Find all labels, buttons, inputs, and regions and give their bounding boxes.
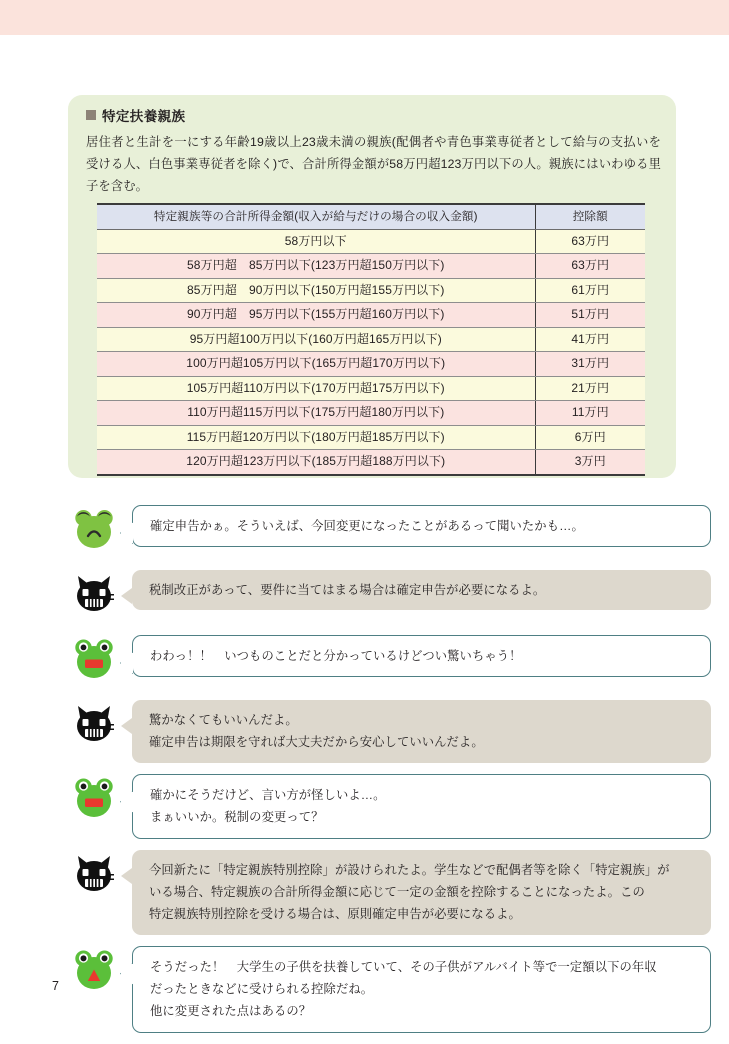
table-header-income: 特定親族等の合計所得金額(収入が給与だけの場合の収入金額) bbox=[97, 204, 535, 229]
table-row bbox=[97, 254, 645, 279]
dialogue-turn bbox=[0, 850, 729, 935]
speech-line: 特定親族特別控除を受ける場合は、原則確定申告が必要になるよ。 bbox=[149, 907, 521, 922]
table-cell-deduction: 21万円 bbox=[535, 376, 645, 401]
dialogue-turn bbox=[0, 774, 729, 839]
table-cell-income: 95万円超100万円以下(160万円超165万円以下) bbox=[97, 327, 535, 352]
table-cell-income: 58万円以下 bbox=[97, 229, 535, 254]
speech-bubble bbox=[132, 774, 711, 839]
table-header-deduction: 控除額 bbox=[535, 204, 645, 229]
cat-icon bbox=[70, 570, 118, 618]
speech-line: いる場合、特定親族の合計所得金額に応じて一定の金額を控除することになったよ。この bbox=[149, 884, 645, 899]
speech-line: 他に変更された点はあるの？ bbox=[150, 1004, 312, 1019]
table-cell-deduction: 31万円 bbox=[535, 352, 645, 377]
table-row bbox=[97, 352, 645, 377]
speech-bubble bbox=[132, 700, 711, 763]
table-row bbox=[97, 401, 645, 426]
table-row bbox=[97, 303, 645, 328]
frog-happy-icon bbox=[70, 946, 118, 994]
panel-heading bbox=[86, 110, 185, 124]
table-cell-deduction: 41万円 bbox=[535, 327, 645, 352]
speech-bubble bbox=[132, 946, 711, 1033]
table-cell-income: 85万円超 90万円以下(150万円超155万円以下) bbox=[97, 278, 535, 303]
table-cell-deduction: 63万円 bbox=[535, 254, 645, 279]
speech-line: そうだった！ 大学生の子供を扶養していて、その子供がアルバイト等で一定額以下の年収 bbox=[150, 959, 657, 974]
table-cell-deduction: 11万円 bbox=[535, 401, 645, 426]
frog-surprised-icon bbox=[70, 774, 118, 822]
speech-bubble bbox=[132, 635, 711, 677]
table-cell-deduction: 3万円 bbox=[535, 450, 645, 475]
dialogue-turn bbox=[0, 570, 729, 624]
speech-line: だったときなどに受けられる控除だね。 bbox=[150, 982, 374, 996]
dialogue-turn bbox=[0, 635, 729, 689]
table-row bbox=[97, 278, 645, 303]
info-panel bbox=[68, 95, 676, 478]
speech-line: 驚かなくてもいいんだよ。 bbox=[149, 713, 298, 727]
table-cell-income: 100万円超105万円以下(165万円超170万円以下) bbox=[97, 352, 535, 377]
dialogue-turn bbox=[0, 505, 729, 559]
table-cell-deduction: 61万円 bbox=[535, 278, 645, 303]
speech-line: まぁいいか。税制の変更って？ bbox=[150, 810, 324, 825]
table-cell-income: 58万円超 85万円以下(123万円超150万円以下) bbox=[97, 254, 535, 279]
table-row bbox=[97, 425, 645, 450]
dialogue-turn bbox=[0, 946, 729, 1033]
speech-line: 今回新たに「特定親族特別控除」が設けられたよ。学生などで配偶者等を除く「特定親族」が bbox=[149, 862, 670, 877]
table-row bbox=[97, 450, 645, 475]
speech-line: 確かにそうだけど、言い方が怪しいよ…。 bbox=[150, 787, 386, 802]
frog-sad-icon bbox=[70, 505, 118, 553]
table-cell-income: 105万円超110万円以下(170万円超175万円以下) bbox=[97, 376, 535, 401]
speech-line: 税制改正があって、要件に当てはまる場合は確定申告が必要になるよ。 bbox=[149, 583, 546, 597]
speech-bubble bbox=[132, 505, 711, 547]
dialogue-section bbox=[0, 505, 729, 1044]
table-cell-income: 120万円超123万円以下(185万円超188万円以下) bbox=[97, 450, 535, 475]
table-cell-income: 115万円超120万円以下(180万円超185万円以下) bbox=[97, 425, 535, 450]
table-cell-income: 90万円超 95万円以下(155万円超160万円以下) bbox=[97, 303, 535, 328]
page-top-band bbox=[0, 0, 729, 35]
speech-line: 確定申告かぁ。そういえば、今回変更になったことがあるって聞いたかも…。 bbox=[150, 519, 584, 533]
deduction-table bbox=[97, 203, 645, 476]
cat-icon bbox=[70, 700, 118, 748]
table-row bbox=[97, 229, 645, 254]
dialogue-turn bbox=[0, 700, 729, 763]
table-cell-deduction: 51万円 bbox=[535, 303, 645, 328]
speech-bubble bbox=[132, 850, 711, 935]
speech-line: 確定申告は期限を守れば大丈夫だから安心していいんだよ。 bbox=[149, 735, 484, 750]
cat-icon bbox=[70, 850, 118, 898]
table-header-row bbox=[97, 204, 645, 229]
page-number: 7 bbox=[52, 979, 59, 993]
speech-line: わわっ！！ いつものことだと分かっているけどつい驚いちゃう！ bbox=[150, 649, 522, 663]
square-bullet-icon bbox=[86, 110, 96, 120]
table-cell-deduction: 6万円 bbox=[535, 425, 645, 450]
panel-heading-text: 特定扶養親族 bbox=[102, 109, 186, 124]
panel-body-text: 居住者と生計を一にする年齢19歳以上23歳未満の親族(配偶者や青色事業専従者として給与の支払いを受ける人、白色事業専従者を除く)で、合計所得金額が58万円超123万円以下の人。親族にはいわゆる里子を含む。 bbox=[86, 135, 661, 193]
frog-surprised-icon bbox=[70, 635, 118, 683]
speech-bubble bbox=[132, 570, 711, 610]
table-row bbox=[97, 376, 645, 401]
table-body bbox=[97, 229, 645, 475]
table-cell-deduction: 63万円 bbox=[535, 229, 645, 254]
deduction-table-wrapper bbox=[97, 203, 645, 476]
table-row bbox=[97, 327, 645, 352]
table-cell-income: 110万円超115万円以下(175万円超180万円以下) bbox=[97, 401, 535, 426]
